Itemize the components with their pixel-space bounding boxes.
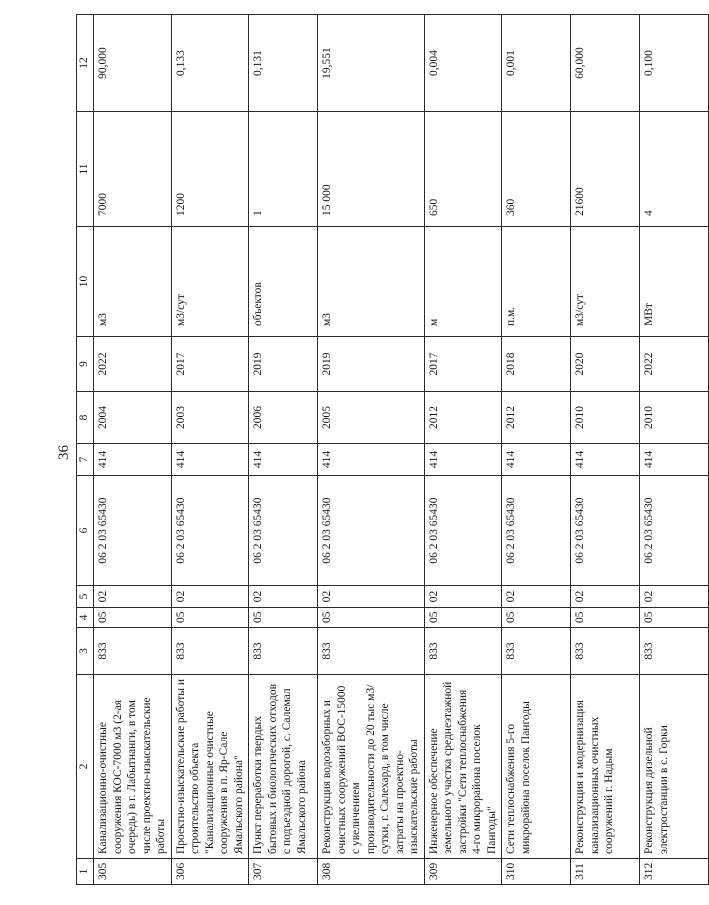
header-cell: 7 (77, 444, 94, 476)
code-cell: 06 2 03 65430 (502, 476, 571, 586)
header-cell: 11 (77, 112, 94, 227)
unit-cell: м3/сут (571, 227, 640, 337)
code-cell: 414 (318, 444, 425, 476)
unit-cell: МВт (640, 227, 709, 337)
capacity-cell: 650 (424, 112, 502, 227)
year-start: 2006 (249, 392, 318, 444)
code-cell: 05 (571, 608, 640, 628)
year-end: 2019 (318, 337, 425, 392)
year-start: 2010 (571, 392, 640, 444)
header-cell: 5 (77, 586, 94, 608)
amount-cell: 0,004 (424, 15, 502, 112)
code-cell: 414 (424, 444, 502, 476)
unit-cell: м3 (94, 227, 172, 337)
code-cell: 05 (94, 608, 172, 628)
code-cell: 414 (571, 444, 640, 476)
year-end: 2018 (502, 337, 571, 392)
year-end: 2017 (424, 337, 502, 392)
capacity-cell: 21600 (571, 112, 640, 227)
header-cell: 8 (77, 392, 94, 444)
table-row (249, 15, 318, 885)
page-number (52, 440, 76, 464)
code-cell: 833 (171, 628, 249, 675)
code-cell: 05 (318, 608, 425, 628)
table-row (502, 15, 571, 885)
year-end: 2019 (249, 337, 318, 392)
data-table (76, 14, 709, 885)
year-start: 2004 (94, 392, 172, 444)
code-cell: 833 (318, 628, 425, 675)
unit-cell: п.м. (502, 227, 571, 337)
year-start: 2012 (424, 392, 502, 444)
code-cell: 02 (249, 586, 318, 608)
header-cell: 2 (77, 675, 94, 859)
object-name: Реконструкция дизельной электростанции в с. Горки (640, 675, 709, 859)
object-name: Канализационно-очистные сооружения КОС-7000 м3 (2-ая очередь) в г. Лабытнанги, в том числе проектно-изыскательские работы (94, 675, 172, 859)
code-cell: 06 2 03 65430 (318, 476, 425, 586)
header-cell: 9 (77, 337, 94, 392)
header-cell: 3 (77, 628, 94, 675)
object-name: Реконструкция водозаборных и очистных сооружений ВОС-15000 с увеличением производительности до 20 тыс м3/сутки, г. Салехард, в том числе затраты на проектно-изыскательские работы (318, 675, 425, 859)
page-number-text: 36 (55, 444, 72, 460)
row-number: 311 (571, 859, 640, 885)
capacity-cell: 1 (249, 112, 318, 227)
amount-cell: 90,000 (94, 15, 172, 112)
code-cell: 833 (424, 628, 502, 675)
table-row (318, 15, 425, 885)
rotated-table-container (76, 15, 670, 885)
code-cell: 05 (171, 608, 249, 628)
header-cell: 4 (77, 608, 94, 628)
code-cell: 414 (94, 444, 172, 476)
row-number: 306 (171, 859, 249, 885)
capacity-cell: 15 000 (318, 112, 425, 227)
amount-cell: 0,131 (249, 15, 318, 112)
code-cell: 414 (171, 444, 249, 476)
amount-cell: 0,100 (640, 15, 709, 112)
header-cell: 6 (77, 476, 94, 586)
code-cell: 02 (424, 586, 502, 608)
amount-cell: 19,551 (318, 15, 425, 112)
year-start: 2003 (171, 392, 249, 444)
code-cell: 414 (640, 444, 709, 476)
code-cell: 06 2 03 65430 (640, 476, 709, 586)
code-cell: 06 2 03 65430 (171, 476, 249, 586)
code-cell: 02 (94, 586, 172, 608)
code-cell: 05 (640, 608, 709, 628)
header-row (77, 15, 94, 885)
code-cell: 833 (640, 628, 709, 675)
code-cell: 02 (171, 586, 249, 608)
code-cell: 833 (571, 628, 640, 675)
code-cell: 02 (502, 586, 571, 608)
code-cell: 06 2 03 65430 (249, 476, 318, 586)
year-start: 2012 (502, 392, 571, 444)
year-start: 2005 (318, 392, 425, 444)
year-end: 2022 (640, 337, 709, 392)
code-cell: 05 (249, 608, 318, 628)
unit-cell: м3 (318, 227, 425, 337)
code-cell: 05 (424, 608, 502, 628)
capacity-cell: 4 (640, 112, 709, 227)
table-row (94, 15, 172, 885)
capacity-cell: 1200 (171, 112, 249, 227)
row-number: 309 (424, 859, 502, 885)
row-number: 305 (94, 859, 172, 885)
capacity-cell: 360 (502, 112, 571, 227)
header-cell: 1 (77, 859, 94, 885)
object-name: Инженерное обеспечение земельного участка среднеэтажной застройки "Сети теплоснабжения 4-го микрорайона поселок Пангоды" (424, 675, 502, 859)
row-number: 307 (249, 859, 318, 885)
code-cell: 414 (502, 444, 571, 476)
table-row (424, 15, 502, 885)
object-name: Реконструкция и модернизация канализационных очистных сооружений г. Надым (571, 675, 640, 859)
table-row (571, 15, 640, 885)
unit-cell: м3/сут (171, 227, 249, 337)
row-number: 312 (640, 859, 709, 885)
table-row (640, 15, 709, 885)
table-row (171, 15, 249, 885)
code-cell: 02 (318, 586, 425, 608)
object-name: Сети теплоснабжения 5-го микрорайона поселок Пангоды (502, 675, 571, 859)
code-cell: 833 (502, 628, 571, 675)
amount-cell: 0,001 (502, 15, 571, 112)
object-name: Проектно-изыскательские работы и строительство объекта "Канализационные очистные сооружения в п. Яр-Сале Ямальского района" (171, 675, 249, 859)
year-end: 2022 (94, 337, 172, 392)
unit-cell: объектов (249, 227, 318, 337)
capacity-cell: 7000 (94, 112, 172, 227)
code-cell: 06 2 03 65430 (571, 476, 640, 586)
code-cell: 06 2 03 65430 (94, 476, 172, 586)
unit-cell: м (424, 227, 502, 337)
header-cell: 10 (77, 227, 94, 337)
amount-cell: 60,000 (571, 15, 640, 112)
year-end: 2020 (571, 337, 640, 392)
year-start: 2010 (640, 392, 709, 444)
code-cell: 833 (94, 628, 172, 675)
code-cell: 02 (640, 586, 709, 608)
row-number: 310 (502, 859, 571, 885)
header-cell: 12 (77, 15, 94, 112)
object-name: Пункт переработки твердых бытовых и биологических отходов с подъездной дорогой, с. Салемал Ямальского района (249, 675, 318, 859)
code-cell: 05 (502, 608, 571, 628)
code-cell: 06 2 03 65430 (424, 476, 502, 586)
code-cell: 414 (249, 444, 318, 476)
year-end: 2017 (171, 337, 249, 392)
amount-cell: 0,133 (171, 15, 249, 112)
code-cell: 02 (571, 586, 640, 608)
row-number: 308 (318, 859, 425, 885)
code-cell: 833 (249, 628, 318, 675)
